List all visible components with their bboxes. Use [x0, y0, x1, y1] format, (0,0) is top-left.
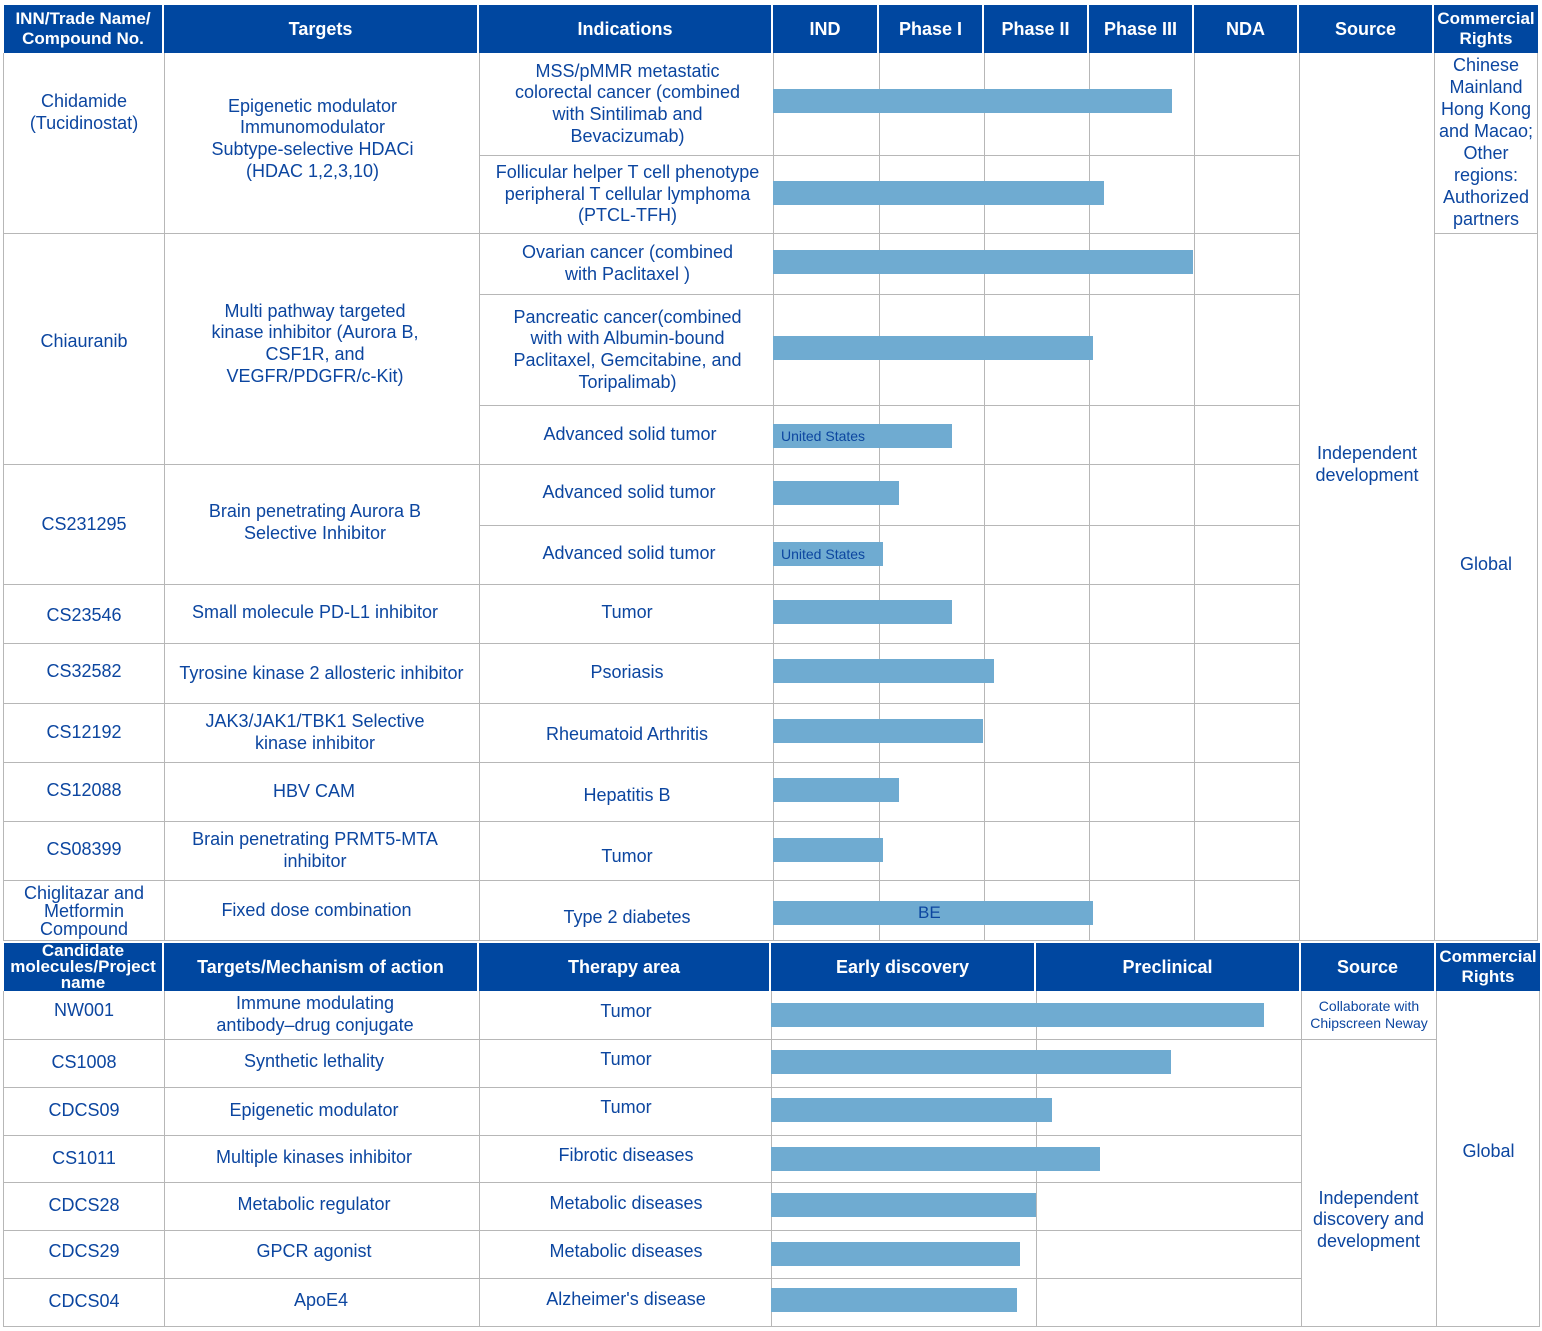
indication-label: Type 2 diabetes [563, 907, 691, 928]
candidate-name: CDCS28 [48, 1195, 120, 1216]
candidate-name: CS1008 [51, 1052, 117, 1073]
indication-label: Rheumatoid Arthritis [545, 724, 709, 745]
rights-label: Global [1462, 1141, 1515, 1162]
therapy-area-label: Tumor [600, 1001, 652, 1022]
candidate-target: Epigenetic modulator [229, 1100, 399, 1121]
clinical-bar [773, 778, 899, 802]
clinical-bar [773, 600, 952, 624]
col-header-phase2: Phase II [984, 5, 1089, 53]
clinical-bar [773, 481, 899, 505]
drug-target: Fixed dose combination [221, 899, 412, 920]
drug-target: Brain penetrating Aurora B Selective Inhibitor [208, 500, 422, 543]
indication-label: Advanced solid tumor [543, 424, 717, 445]
indication-label: Psoriasis [590, 662, 664, 683]
pre-col-header-preclinical: Preclinical [1036, 943, 1301, 991]
bar-annotation: United States [781, 546, 866, 562]
rights-label: Chinese Mainland Hong Kong and Macao; Other regions: Authorized partners [1438, 55, 1534, 229]
preclinical-bar [771, 1003, 1264, 1027]
source-label: Independent development [1315, 443, 1419, 485]
col-header-nda: NDA [1194, 5, 1299, 53]
indication-label: Advanced solid tumor [542, 543, 716, 564]
clinical-bar [773, 89, 1172, 113]
candidate-name: NW001 [53, 1000, 115, 1021]
drug-name: CS08399 [46, 839, 122, 860]
candidate-target: Multiple kinases inhibitor [215, 1147, 413, 1168]
candidate-name: CDCS29 [48, 1241, 120, 1262]
clinical-bar [773, 250, 1193, 274]
therapy-area-label: Alzheimer's disease [546, 1289, 706, 1310]
therapy-area-label: Fibrotic diseases [558, 1145, 694, 1166]
preclinical-bar [771, 1193, 1036, 1217]
preclinical-bar [771, 1050, 1171, 1074]
col-header-ind: IND [773, 5, 879, 53]
drug-target: Brain penetrating PRMT5-MTA inhibitor [192, 829, 438, 871]
preclinical-bar [771, 1098, 1052, 1122]
drug-name: Chiglitazar and Metformin Compound [23, 882, 145, 939]
candidate-name: CDCS09 [48, 1100, 120, 1121]
indication-label: Ovarian cancer (combined with Paclitaxel ) [521, 242, 734, 284]
drug-target: HBV CAM [272, 781, 355, 802]
indication-label: Advanced solid tumor [542, 482, 716, 503]
candidate-name: CDCS04 [48, 1291, 120, 1312]
col-header-phase3: Phase III [1089, 5, 1194, 53]
bar-annotation: BE [918, 903, 941, 922]
preclinical-bar [771, 1288, 1017, 1312]
drug-target: Tyrosine kinase 2 allosteric inhibitor [179, 663, 464, 684]
pre-col-header-source: Source [1301, 943, 1436, 991]
preclinical-bar [771, 1147, 1100, 1171]
source-label: Independent discovery and development [1312, 1187, 1425, 1251]
col-header-targets: Targets [164, 5, 479, 53]
candidate-target: GPCR agonist [256, 1241, 372, 1262]
candidate-target: Synthetic lethality [243, 1051, 385, 1072]
pre-col-header-name: Candidate molecules/Project name [4, 943, 164, 991]
drug-name: CS231295 [41, 514, 127, 535]
drug-name: Chidamide (Tucidinostat) [29, 91, 139, 133]
indication-label: Hepatitis B [583, 785, 671, 806]
therapy-area-label: Metabolic diseases [549, 1241, 703, 1262]
bar-annotation: United States [781, 428, 866, 444]
col-header-rights: Commercial Rights [1434, 5, 1538, 53]
drug-name: CS12088 [46, 780, 122, 801]
pre-col-header-therapy: Therapy area [479, 943, 771, 991]
candidate-target: Immune modulating antibody–drug conjugate [216, 993, 414, 1035]
candidate-target: ApoE4 [293, 1290, 349, 1311]
col-header-indications: Indications [479, 5, 773, 53]
rights-label: Global [1459, 554, 1513, 575]
clinical-bar [773, 181, 1104, 205]
drug-target: Multi pathway targeted kinase inhibitor (Aurora B, CSF1R, and VEGFR/PDGFR/c-Kit) [211, 300, 419, 386]
therapy-area-label: Metabolic diseases [549, 1193, 703, 1214]
indication-label: MSS/pMMR metastatic colorectal cancer (combined with Sintilimab and Bevacizumab) [514, 60, 741, 146]
therapy-area-label: Tumor [600, 1049, 652, 1070]
drug-name: Chiauranib [40, 331, 128, 352]
indication-label: Follicular helper T cell phenotype peripheral T cellular lymphoma (PTCL-TFH) [495, 162, 760, 226]
indication-label: Tumor [601, 846, 653, 867]
drug-target: JAK3/JAK1/TBK1 Selective kinase inhibitor [205, 711, 425, 753]
preclinical-bar [771, 1242, 1020, 1266]
col-header-source: Source [1299, 5, 1434, 53]
source-label: Collaborate with Chipscreen Neway [1310, 998, 1428, 1031]
indication-label: Pancreatic cancer(combined with with Albumin-bound Paclitaxel, Gemcitabine, and Toripalimab) [513, 306, 742, 392]
drug-name: CS12192 [46, 722, 122, 743]
pre-col-header-rights: Commercial Rights [1436, 943, 1540, 991]
col-header-phase1: Phase I [879, 5, 984, 53]
drug-name: CS23546 [46, 605, 122, 626]
pre-col-header-targets: Targets/Mechanism of action [164, 943, 479, 991]
pre-col-header-early: Early discovery [771, 943, 1036, 991]
col-header-name: INN/Trade Name/ Compound No. [4, 5, 164, 53]
indication-label: Tumor [601, 602, 653, 623]
drug-target: Small molecule PD-L1 inhibitor [191, 602, 439, 623]
candidate-target: Metabolic regulator [237, 1194, 391, 1215]
clinical-bar [773, 838, 883, 862]
drug-target: Epigenetic modulator Immunomodulator Subtype-selective HDACi (HDAC 1,2,3,10) [211, 95, 414, 181]
therapy-area-label: Tumor [600, 1097, 652, 1118]
clinical-bar [773, 336, 1093, 360]
clinical-bar [773, 659, 994, 683]
clinical-bar [773, 719, 983, 743]
drug-name: CS32582 [46, 661, 122, 682]
candidate-name: CS1011 [52, 1148, 116, 1169]
